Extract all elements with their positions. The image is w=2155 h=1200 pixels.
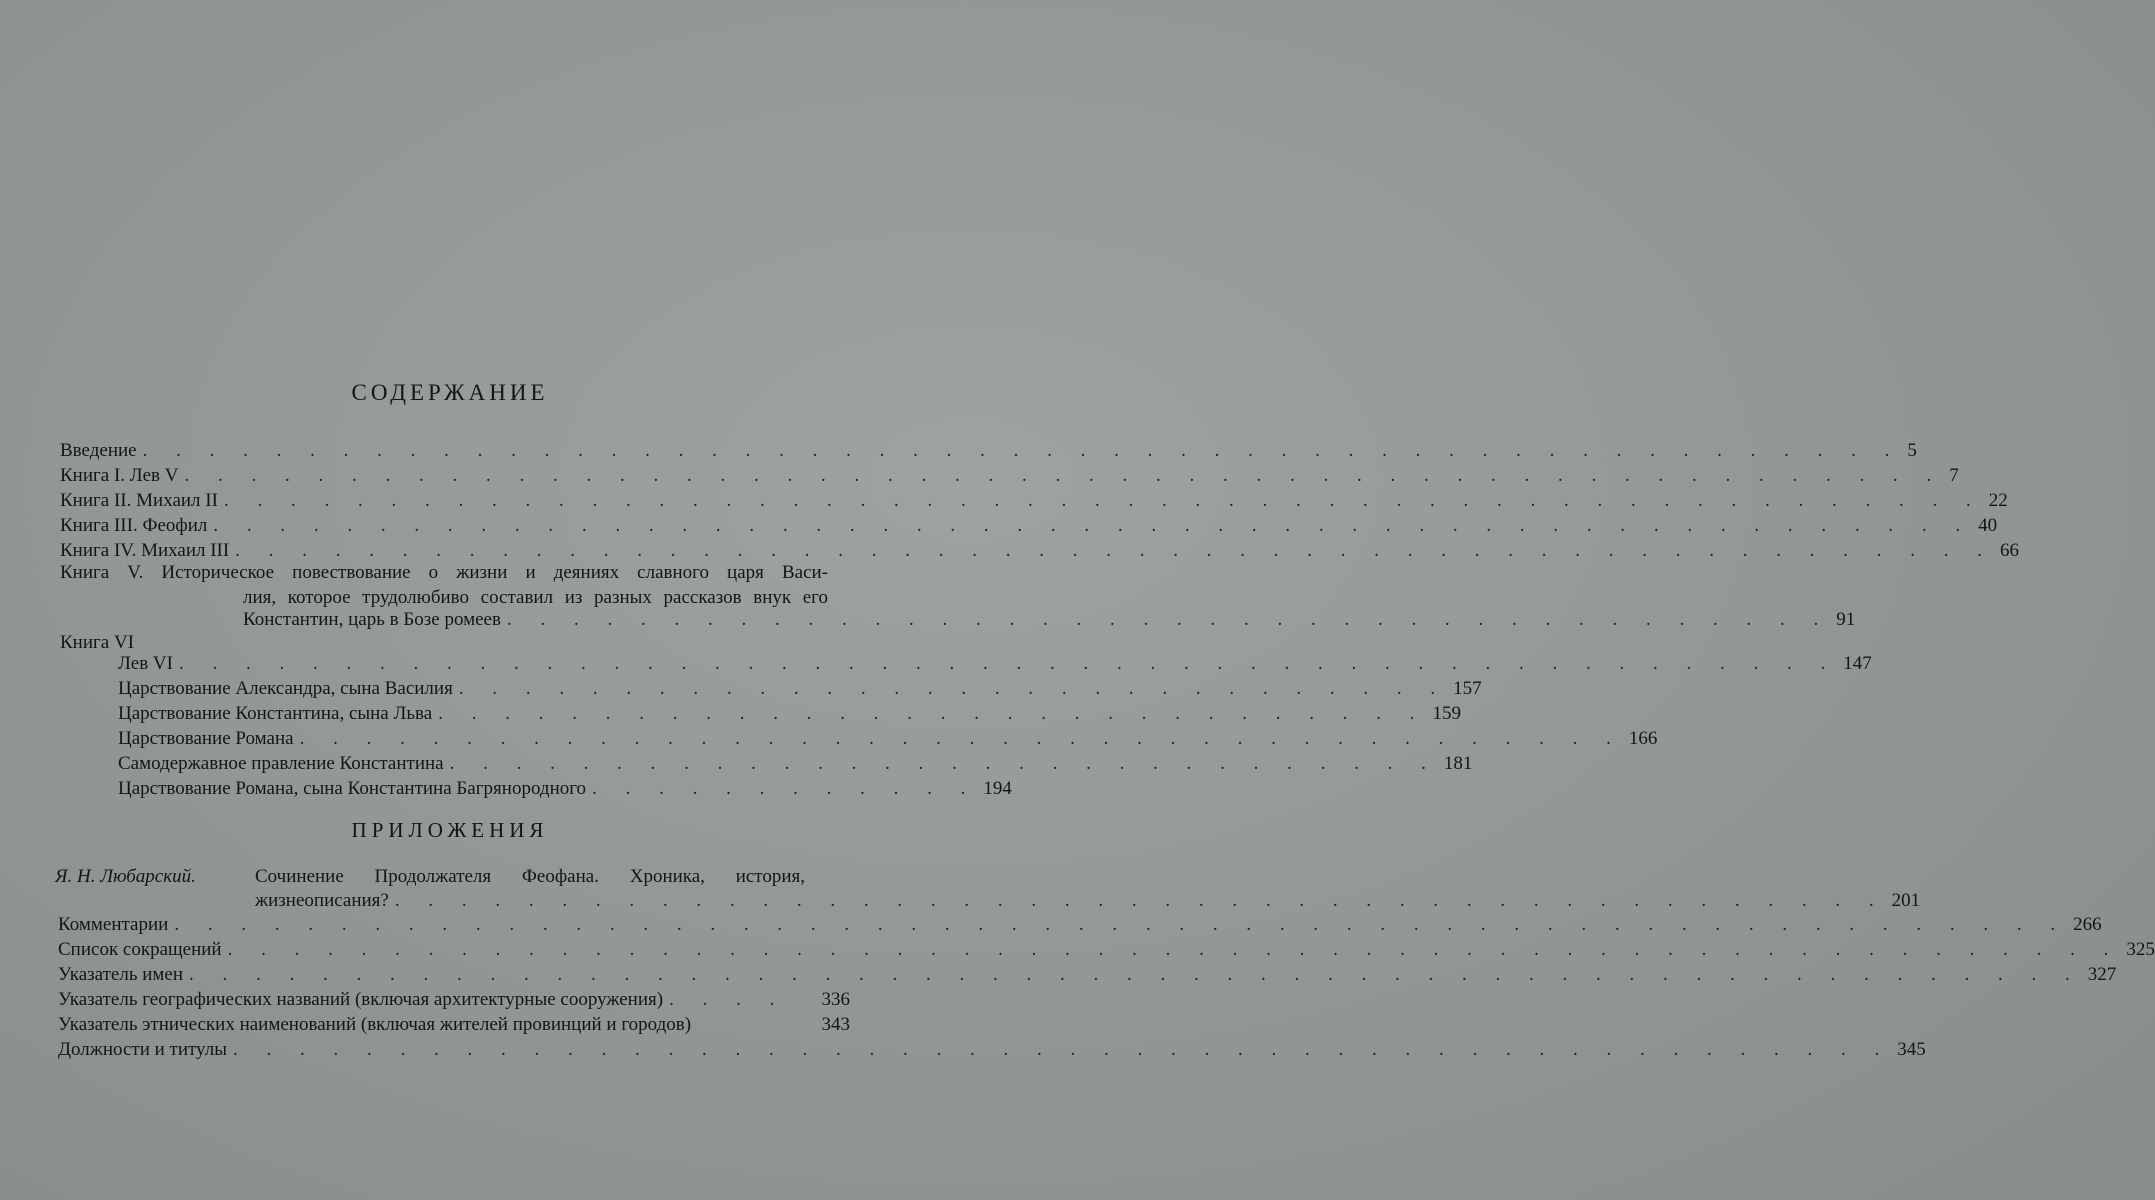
leader-dots: . . . . . . . . . . . . . . . . . . . . . . . . . . . . . . . . . . . . . . . . . . . . . . . . . . . . . xyxy=(223,490,1983,511)
toc-entry-page: 181 xyxy=(1443,753,1473,774)
toc-entry xyxy=(118,778,1012,804)
toc-entry-title: Царствование Романа xyxy=(118,728,294,749)
toc-entry-page: 40 xyxy=(1978,515,1998,536)
leader-dots: . . . . . . . . . . . . . . . . . . . . . . . . . . . . . . . . . . . . . . . . . . . . . . . . . . xyxy=(178,653,1838,674)
appendix-entry-title: жизнеописания? xyxy=(255,890,389,911)
toc-entry-page: 194 xyxy=(983,778,1012,799)
toc-entry-title: Царствование Константина, сына Льва xyxy=(118,703,433,724)
toc-entry-line: лия, которое трудолюбиво составил из разных рассказов внук его xyxy=(243,587,828,608)
appendix-entry xyxy=(58,964,2117,990)
leader-dots: . . . . . . . . . . . . . . . . . . . . . . . . . . . . . . . . . . . . . . . . . . . . . . . . . . . . . . . . . xyxy=(174,914,2068,935)
leader-dots: . . . . . . . . . . . . . . . . . . . . . . . . . . . . . . . . . . . . . . . . . . . . . . . . . . . . . xyxy=(235,540,1994,561)
toc-entry-title: Книга I. Лев V xyxy=(60,465,179,486)
leader-dots: . . . . . . . . . . . . . . . . . . . . . . . . . . . . . . xyxy=(449,753,1438,774)
toc-entry-title: Царствование Александра, сына Василия xyxy=(118,678,453,699)
appendix-entry-page: 201 xyxy=(1891,890,1921,911)
leader-dots: . . . . . . . . . . . . . . . . . . . . . . . . . . . . . . . . . . . . . . . . . . . . . xyxy=(394,890,1886,911)
appendix-entry-title: Список сокращений xyxy=(58,939,222,960)
toc-entry-title: Книга IV. Михаил III xyxy=(60,540,230,561)
appendix-entry-page: 327 xyxy=(2087,964,2117,985)
toc-entry-page: 147 xyxy=(1843,653,1872,674)
leader-dots: . . . . . . . . . . . . . . . . . . . . . . . . . . . . . . . . . . . . . . . . . . . . . . . . . . . . . . . . . xyxy=(189,964,2082,985)
toc-section-title: Книга VI xyxy=(60,632,135,653)
toc-entry-title: Лев VI xyxy=(118,653,173,674)
appendix-entry-page: 336 xyxy=(821,989,850,1010)
toc-entry-title: Царствование Романа, сына Константина Багрянородного xyxy=(118,778,587,799)
appendix-entry-page: 343 xyxy=(821,1014,850,1035)
toc-entry xyxy=(118,653,1872,679)
toc-entry-title: Книга III. Феофил xyxy=(60,515,208,536)
leader-dots: . . . . xyxy=(669,989,787,1010)
appendix-entry-page: 266 xyxy=(2073,914,2102,935)
appendix-entry-page: 325 xyxy=(2126,939,2155,960)
leader-dots: . . . . . . . . . . . . . . . . . . . . . . . . . . . . . . . . . . . . . . . . . . . . . . . . . . . . . xyxy=(213,515,1973,536)
toc-entry xyxy=(60,490,2008,516)
toc-entry-title: Введение xyxy=(60,440,137,461)
appendix-entry xyxy=(255,890,1921,916)
leader-dots: . . . . . . . . . . . . . . . . . . . . . . . . . . . . . . . . . . . . . . . . xyxy=(506,609,1831,630)
toc-entry xyxy=(118,678,1482,704)
leader-dots: . . . . . . . . . . . . . . . . . . . . . . . . . . . . . . . . . . . . . . . . . . . . . . . . . . . . . . . . . xyxy=(227,939,2121,960)
toc-entry xyxy=(118,703,1461,729)
toc-entry-page: 159 xyxy=(1432,703,1461,724)
toc-entry-page: 91 xyxy=(1836,609,1856,630)
appendix-entry-title: Указатель имен xyxy=(58,964,184,985)
leader-dots: . . . . . . . . . . . . . . . . . . . . . . . . . . . . . . . . . . . . . . . . . . . . . . . . . . xyxy=(232,1039,1892,1060)
appendix-entry-title: Указатель географических названий (включая архитектурные сооружения) xyxy=(58,989,664,1010)
appendix-heading: ПРИЛОЖЕНИЯ xyxy=(351,818,549,842)
leader-dots: . . . . . . . . . . . . . . . . . . . . . . . . . . . . . . . . . . . . . . . . . . . . . . . . . . . . . xyxy=(142,440,1902,461)
appendix-entry xyxy=(58,939,2155,965)
author-name: Я. Н. Любарский. xyxy=(55,866,196,887)
appendix-entry xyxy=(58,914,2102,940)
appendix-entry-title: Должности и титулы xyxy=(58,1039,227,1060)
toc-entry-page: 66 xyxy=(1999,540,2019,561)
appendix-entry-title: Комментарии xyxy=(58,914,169,935)
toc-entry-page: 22 xyxy=(1988,490,2008,511)
toc-entry xyxy=(60,440,1917,466)
leader-dots: . . . . . . . . . . . . . . . . . . . . . . . . . . . . . . xyxy=(438,703,1427,724)
appendix-entry xyxy=(58,1014,850,1040)
toc-entry-title: Книга II. Михаил II xyxy=(60,490,218,511)
appendix-entry xyxy=(58,989,850,1015)
contents-heading: СОДЕРЖАНИЕ xyxy=(351,380,549,405)
leader-dots: . . . . . . . . . . . . . . . . . . . . . . . . . . . . . . xyxy=(458,678,1448,699)
appendix-entry-title: Указатель этнических наименований (включая жителей провинций и городов) xyxy=(58,1014,692,1035)
leader-dots: . . . . . . . . . . . . . . . . . . . . . . . . . . . . . . . . . . . . . . . . . . . . . . . . . . . . . xyxy=(184,465,1944,486)
leader-dots: . . . . . . . . . . . . . . . . . . . . . . . . . . . . . . . . . . . . . . . . xyxy=(299,728,1623,749)
appendix-entry xyxy=(58,1039,1926,1065)
toc-entry-page: 157 xyxy=(1453,678,1482,699)
toc-entry-page: 7 xyxy=(1949,465,1959,486)
appendix-entry-title: Сочинение Продолжателя Феофана. Хроника, история, xyxy=(255,866,805,887)
toc-entry xyxy=(118,728,1658,754)
toc-entry-title: Константин, царь в Бозе ромеев xyxy=(243,609,501,630)
toc-entry xyxy=(60,515,1998,541)
toc-entry xyxy=(60,465,1959,491)
toc-entry xyxy=(118,753,1473,779)
toc-entry-line: Книга V. Историческое повествование о жизни и деяниях славного царя Васи- xyxy=(60,562,828,583)
appendix-entry-page: 345 xyxy=(1897,1039,1926,1060)
toc-entry-page: 166 xyxy=(1628,728,1658,749)
leader-dots: . . . . . . . . . . . . xyxy=(592,778,978,799)
toc-entry-page: 5 xyxy=(1907,440,1917,461)
appendix-entry-line xyxy=(55,866,805,888)
toc-entry xyxy=(243,609,1856,635)
toc-entry-title: Самодержавное правление Константина xyxy=(118,753,444,774)
